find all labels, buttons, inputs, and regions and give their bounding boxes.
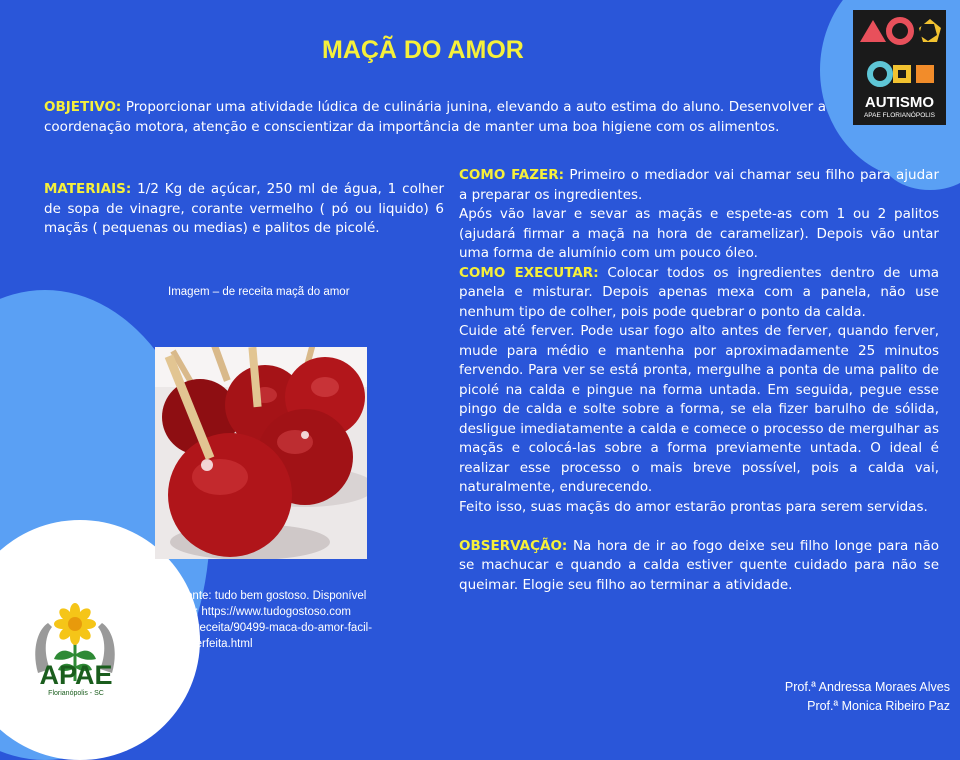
como-executar-paragraph — [459, 264, 939, 323]
candy-apple-photo — [155, 347, 367, 559]
observacao-paragraph — [459, 537, 939, 596]
credit-line: Prof.ª Monica Ribeiro Paz — [807, 699, 950, 713]
spacer — [459, 517, 939, 537]
como-executar-text: Colocar todos os ingredientes dentro de uma panela e misturar. Depois apenas mexa com a panela, não use nenhum tipo de colher, pois pode quebrar o ponto da calda. — [459, 264, 940, 320]
como-fazer-paragraph — [459, 166, 939, 205]
apae-logo-text: APAE — [39, 660, 113, 690]
objetivo-text: Proporcionar uma atividade lúdica de culinária junina, elevando a auto estima do aluno. Desenvolver a coordenação motora, atenção e conscientizar da importância de manter uma boa higiene com os alimentos. — [44, 99, 826, 135]
como-executar-label: COMO EXECUTAR: — [459, 264, 599, 281]
credits — [785, 678, 950, 716]
apae-logo-subtext: Florianópolis - SC — [48, 690, 104, 697]
como-executar-paragraph-2: Cuide até ferver. Pode usar fogo alto antes de ferver, quando ferver, mude para médio e mantenha por aproximadamente 25 minutos fervendo. Para ver se está pronta, mergulhe a ponta de uma palito de picolé na calda e pingue na forma untada. Em seguida, pegue esse pingo de calda e solte sobre a forma, se ela fizer barulho de sólida, desligue imediatamente a calda e comece o processo de mergulhar as maçãs e colocá-las sobre a forma previamente untada. O ideal é realizar esse processo o mais breve possível, pois a calda vai, naturalmente, endurecendo. — [459, 323, 939, 495]
como-fazer-text: Primeiro o mediador vai chamar seu filho para ajudar a preparar os ingredientes. — [459, 167, 940, 203]
materiais-paragraph — [44, 180, 444, 239]
materiais-label: MATERIAIS: — [44, 181, 132, 197]
como-executar-paragraph-3: Feito isso, suas maçãs do amor estarão prontas para serem servidas. — [459, 498, 928, 515]
source-citation: Fonte: tudo bem gostoso. Disponível em: https://www.tudogostoso.com .br/receita/90499-maca-do-amor-facil-e-perfeita.html — [179, 590, 373, 650]
image-caption: Imagem – de receita maçã do amor — [168, 286, 350, 298]
credit-line: Prof.ª Andressa Moraes Alves — [784, 680, 950, 694]
como-fazer-paragraph-2: Após vão lavar e sevar as maçãs e espete-as com 1 ou 2 palitos (ajudará firmar a maçã na hora de caramelizar). Depois vão untar uma forma de alumínio com um pouco óleo. — [459, 206, 939, 261]
instructions-column — [459, 166, 939, 595]
observacao-label: OBSERVAÇÃO: — [459, 537, 568, 554]
autismo-logo-subtext: APAE FLORIANÓPOLIS — [863, 112, 936, 119]
autismo-logo-text: AUTISMO — [864, 94, 935, 111]
autismo-logo-icon — [853, 10, 946, 94]
objetivo-label: OBJETIVO: — [44, 99, 122, 115]
materiais-text: 1/2 Kg de açúcar, 250 ml de água, 1 colher de sopa de vinagre, corante vermelho ( pó ou liquido) 6 maçãs ( pequenas ou medias) e palitos de picolé. — [44, 181, 444, 236]
page-title: MAÇÃ DO AMOR — [322, 36, 524, 64]
como-fazer-label: COMO FAZER: — [459, 167, 565, 183]
observacao-text: Na hora de ir ao fogo deixe seu filho longe para não se machucar e quando a calda estiver quente cuidado para não se queimar. Elogie seu filho ao terminar a atividade. — [459, 537, 939, 593]
autismo-logo — [853, 10, 946, 125]
objetivo-paragraph — [44, 98, 826, 137]
